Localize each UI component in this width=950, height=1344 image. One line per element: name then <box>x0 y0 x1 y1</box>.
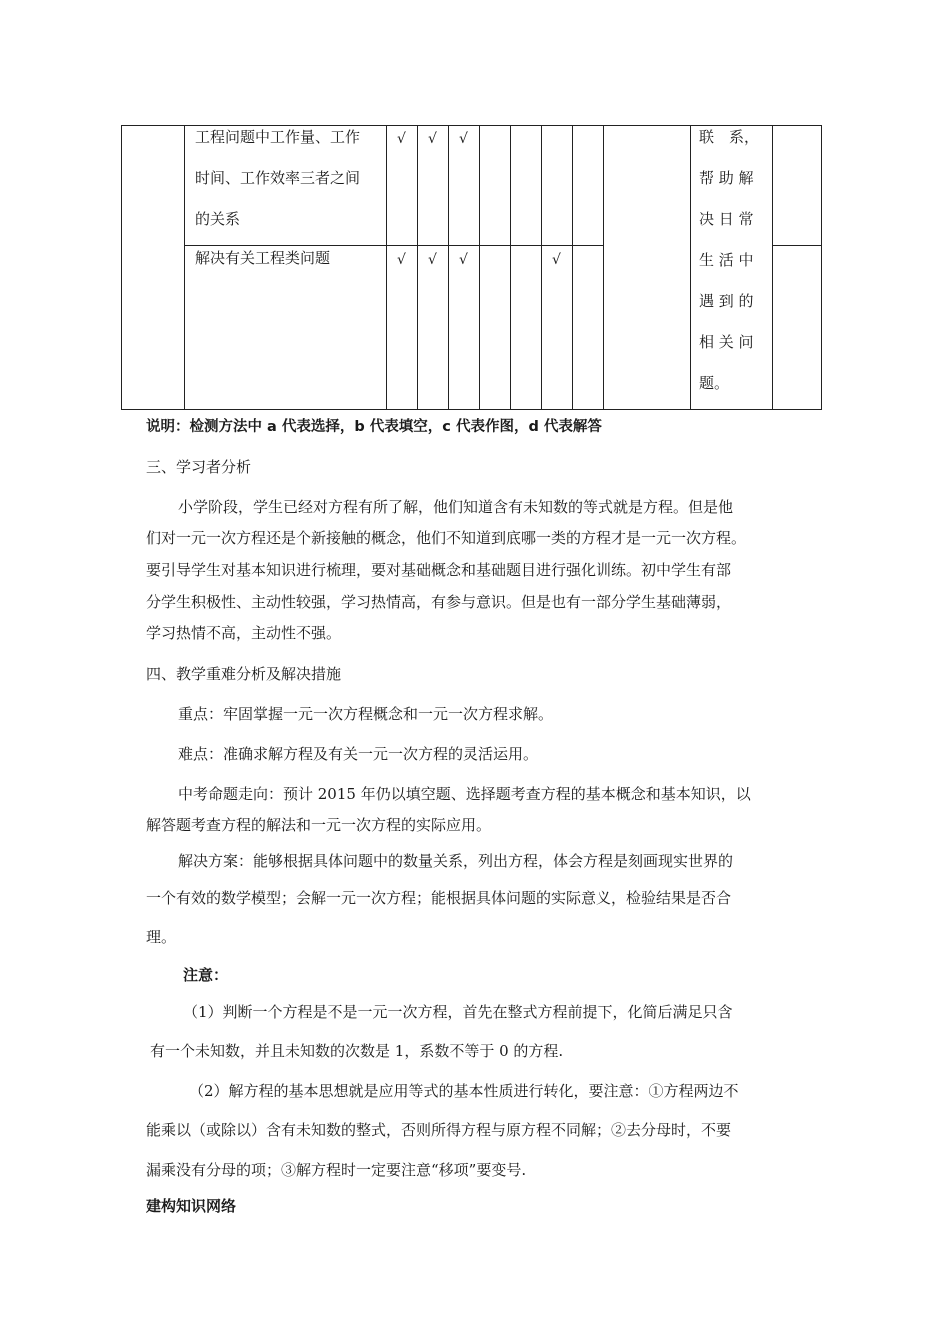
attention-item2-line-3: 漏乘没有分母的项；③解方程时一定要注意“移项”要变号. <box>146 1161 527 1179</box>
difficulty: 难点：准确求解方程及有关一元一次方程的灵活运用。 <box>178 745 539 763</box>
exam-line-2: 解答题考查方程的解法和一元一次方程的实际应用。 <box>146 816 492 834</box>
row2-content: 解决有关工程类问题 <box>195 249 331 267</box>
attention-item1-line-2: 有一个未知数，并且未知数的次数是 1，系数不等于 0 的方程. <box>150 1042 564 1060</box>
row2-check-c: √ <box>459 252 468 268</box>
right-objective-text: 联 系， 帮 助 解 决 日 常 生 活 中 遇 到 的 相 关 问 题。 <box>699 128 760 392</box>
section3-line-2: 们对一元一次方程还是个新接触的概念，他们不知道到底哪一类的方程才是一元一次方程。 <box>146 529 747 547</box>
row2-check-a: √ <box>397 252 406 268</box>
key-point: 重点：牢固掌握一元一次方程概念和一元一次方程求解。 <box>178 705 554 723</box>
row2-check-b: √ <box>428 252 437 268</box>
row2-check-f: √ <box>552 252 561 268</box>
assessment-table <box>121 125 822 410</box>
solution-line-3: 理。 <box>146 928 177 946</box>
attention-item1-line-1: （1）判断一个方程是不是一元一次方程，首先在整式方程前提下，化简后满足只含 <box>183 1003 733 1021</box>
section3-line-4: 分学生积极性、主动性较强，学习热情高，有参与意识。但是也有一部分学生基础薄弱， <box>146 593 732 611</box>
section3-line-1: 小学阶段，学生已经对方程有所了解，他们知道含有未知数的等式就是方程。但是他 <box>178 498 734 516</box>
section3-line-3: 要引导学生对基本知识进行梳理，要对基础概念和基础题目进行强化训练。初中学生有部 <box>146 561 732 579</box>
row1-check-c: √ <box>459 131 468 147</box>
row1-content: 工程问题中工作量、工作 时间、工作效率三者之间 的关系 <box>195 128 361 228</box>
solution-line-1: 解决方案：能够根据具体问题中的数量关系，列出方程，体会方程是刻画现实世界的 <box>178 852 734 870</box>
solution-line-2: 一个有效的数学模型；会解一元一次方程；能根据具体问题的实际意义，检验结果是否合 <box>146 889 732 907</box>
attention-item2-line-1: （2）解方程的基本思想就是应用等式的基本性质进行转化，要注意：①方程两边不 <box>189 1082 739 1100</box>
section3-heading: 三、学习者分析 <box>146 458 252 476</box>
attention-heading: 注意： <box>183 966 229 984</box>
exam-line-1: 中考命题走向：预计 2015 年仍以填空题、选择题考查方程的基本概念和基本知识，以 <box>178 785 751 803</box>
row1-check-b: √ <box>428 131 437 147</box>
table-note: 说明：检测方法中 a 代表选择，b 代表填空，c 代表作图，d 代表解答 <box>146 419 602 435</box>
attention-item2-line-2: 能乘以（或除以）含有未知数的整式，否则所得方程与原方程不同解；②去分母时，不要 <box>146 1121 732 1139</box>
section4-heading: 四、教学重难分析及解决措施 <box>146 665 342 683</box>
knowledge-network-heading: 建构知识网络 <box>146 1197 237 1215</box>
section3-line-5: 学习热情不高，主动性不强。 <box>146 624 342 642</box>
row1-check-a: √ <box>397 131 406 147</box>
